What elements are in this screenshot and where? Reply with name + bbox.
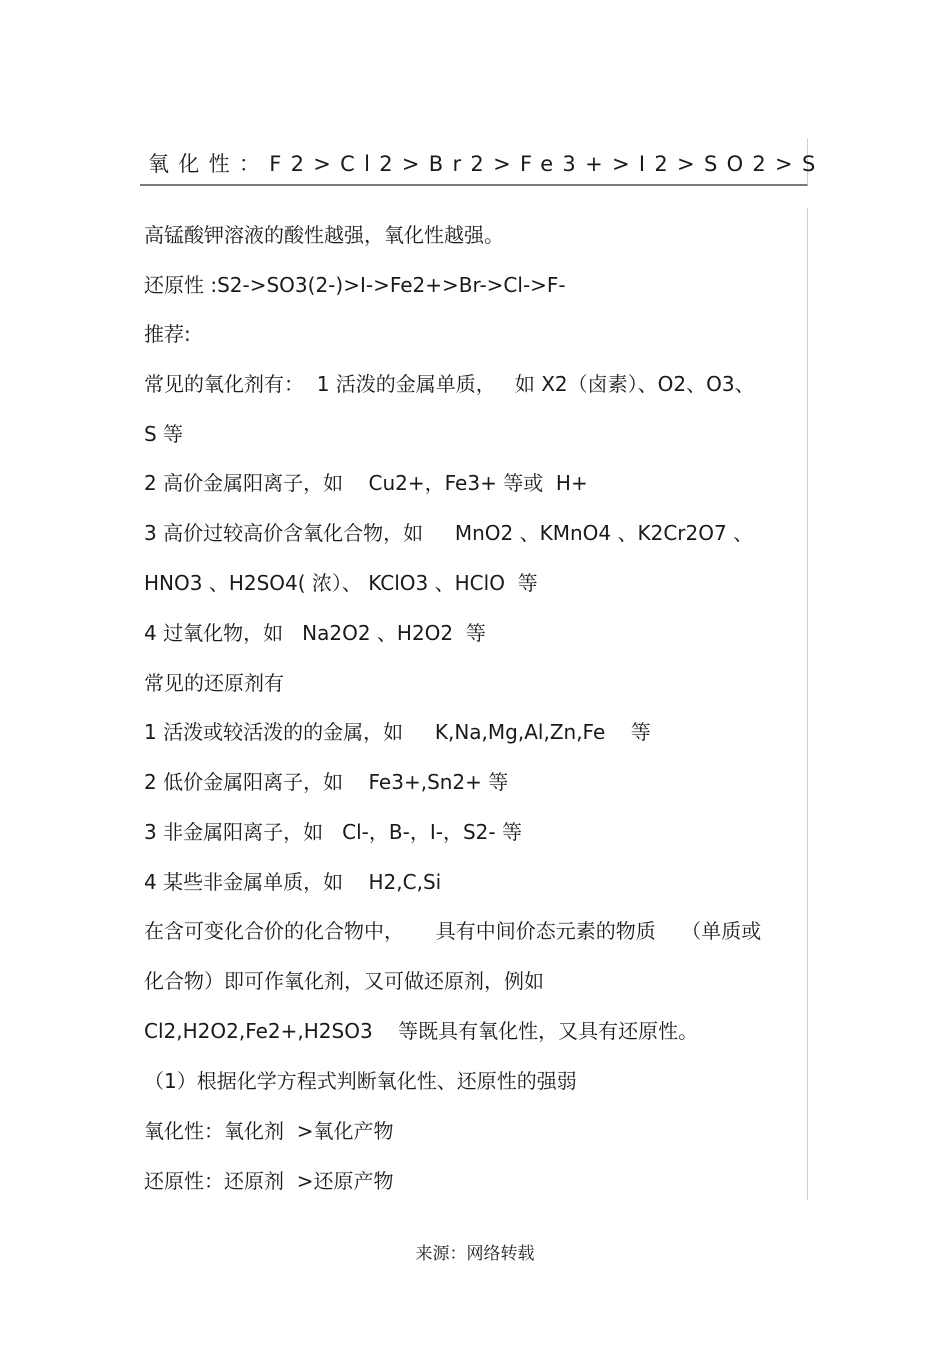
text-line: Cl2,H2O2,Fe2+,H2SO3 等既具有氧化性，又具有还原性。 (144, 1019, 699, 1043)
text-line: 推荐: (144, 322, 191, 346)
text-line: 2 低价金属阳离子，如 Fe3+,Sn2+ 等 (144, 770, 509, 794)
text-line: 1 活泼或较活泼的的金属，如 K,Na,Mg,Al,Zn,Fe 等 (144, 720, 651, 744)
text-line: 3 高价过较高价含氧化合物，如 MnO2 、KMnO4 、K2Cr2O7 、 (144, 521, 754, 545)
text-line: 常见的氧化剂有： 1 活泼的金属单质， 如 X2（卤素）、O2、O3、 (144, 372, 755, 396)
document-body (144, 208, 808, 1200)
text-line: 4 过氧化物，如 Na2O2 、H2O2 等 (144, 621, 486, 645)
text-line: 高锰酸钾溶液的酸性越强，氧化性越强。 (144, 223, 504, 247)
text-line: 2 高价金属阳离子，如 Cu2+，Fe3+ 等或 H+ (144, 471, 588, 495)
text-line: 氧化性：氧化剂 >氧化产物 (144, 1119, 394, 1143)
text-line: 常见的还原剂有 (144, 671, 284, 695)
text-line: 还原性：还原剂 >还原产物 (144, 1169, 394, 1193)
source-footer: 来源：网络转载 (415, 1244, 535, 1264)
text-line: 化合物）即可作氧化剂，又可做还原剂，例如 (144, 969, 544, 993)
oxidizing-order-line: 氧化性：F2>Cl2>Br2>Fe3+>I2>SO2>S (148, 152, 825, 176)
text-line: （1）根据化学方程式判断氧化性、还原性的强弱 (144, 1069, 577, 1093)
text-line: 4 某些非金属单质，如 H2,C,Si (144, 870, 442, 894)
text-line: HNO3 、H2SO4( 浓）、 KClO3 、HClO 等 (144, 571, 538, 595)
text-line: 在含可变化合价的化合物中， 具有中间价态元素的物质 （单质或 (144, 919, 762, 943)
text-line: S 等 (144, 422, 184, 446)
header-rule-box (140, 138, 825, 186)
text-line: 还原性 :S2->SO3(2-)>I->Fe2+>Br->Cl->F- (144, 273, 566, 297)
text-line: 3 非金属阳离子，如 Cl-，B-，I-，S2- 等 (144, 820, 522, 844)
